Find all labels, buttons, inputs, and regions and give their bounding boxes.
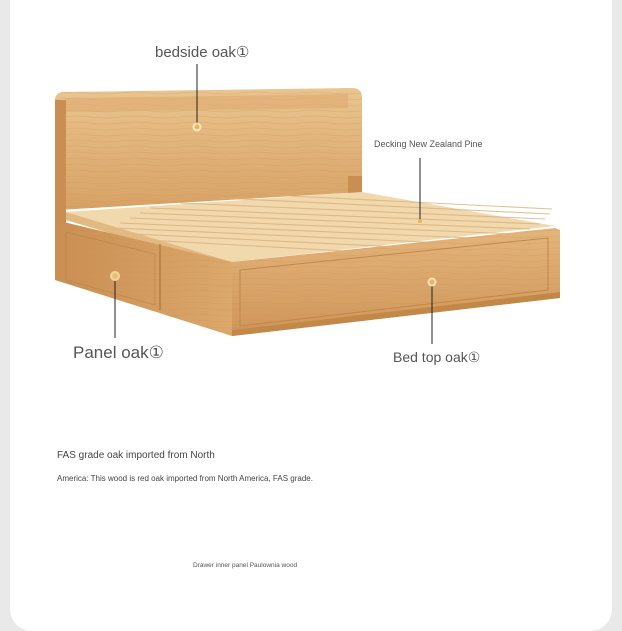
label-decking-pine: Decking New Zealand Pine	[374, 139, 483, 149]
label-bed-top-oak: Bed top oak①	[393, 349, 481, 365]
america-description: America: This wood is red oak imported from North America, FAS grade.	[57, 474, 313, 483]
fas-grade-heading: FAS grade oak imported from North	[57, 450, 215, 461]
label-panel-oak: Panel oak①	[73, 343, 164, 362]
label-bedside-oak: bedside oak①	[155, 44, 250, 61]
drawer-panel-note: Drawer inner panel Paulownia wood	[193, 562, 298, 569]
